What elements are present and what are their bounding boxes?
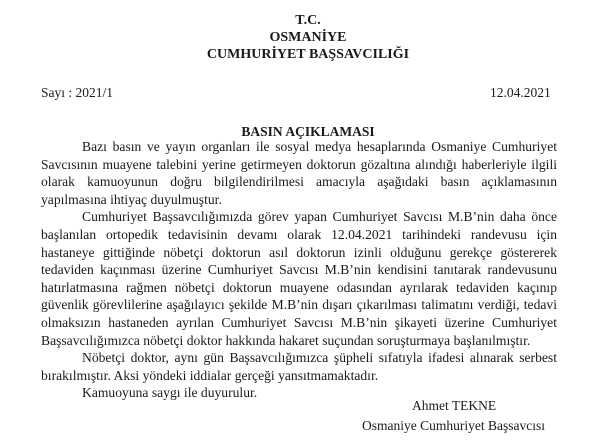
document-title: BASIN AÇIKLAMASI [241, 124, 375, 139]
header-tc: T.C. [295, 13, 321, 28]
paragraph: Kamuoyuna saygı ile duyurulur. [82, 385, 258, 401]
paragraph: Bazı basın ve yayın organları ile sosyal medya hesaplarında Osmaniye Cumhuriyet Savcısının muayene talebini yerine getirmeyen doktorun gözaltına alındığı haberleriyle ilgili olarak kamuoyunun doğru bilgilendirilmesi amacıyla aşağıdaki basın açıklamasının yapılmasına ihtiyaç duyulmuştur. [41, 139, 557, 207]
signature-role: Osmaniye Cumhuriyet Başsavcısı [362, 418, 545, 433]
document-date: 12.04.2021 [490, 85, 551, 100]
document-number: Sayı : 2021/1 [41, 85, 114, 100]
header-office: CUMHURİYET BAŞSAVCILIĞI [206, 47, 410, 62]
paragraph: Cumhuriyet Başsavcılığımızda görev yapan Cumhuriyet Savcısı M.B’nin daha önce başlanılan ortopedik tedavisinin devamı olarak 12.04.2021 tarihindeki randevusu için hastaneye gittiğinde nöbetçi doktorun asıl doktorun izinli olduğunu gerekçe göstererek tedaviden kaçınması üzerine Cumhuriyet Savcısı M.B’nin kendisini tanıtarak randevusunu hatırlatmasına rağmen nöbetçi doktorun muayene odasından ayrılarak tedaviden kaçınıp güvenlik görevlilerine aşağılayıcı şekilde M.B’nin dışarı çıkarılması talimatını verdiği, tedavi olmaksızın hastaneden ayrılan Cumhuriyet Savcısı M.B’nin şikayeti üzerine Cumhuriyet Başsavcılığımızca nöbetçi doktor hakkında hakaret suçundan soruşturmaya başlanılmıştır. [41, 209, 557, 348]
document-body [41, 138, 557, 402]
paragraph: Nöbetçi doktor, aynı gün Başsavcılığımızca şüpheli sıfatıyla ifadesi alınarak serbest bırakılmıştır. Aksi yöndeki iddialar gerçeği yansıtmamaktadır. [41, 350, 557, 383]
header-city: OSMANİYE [269, 30, 347, 45]
signature-name: Ahmet TEKNE [412, 398, 497, 413]
